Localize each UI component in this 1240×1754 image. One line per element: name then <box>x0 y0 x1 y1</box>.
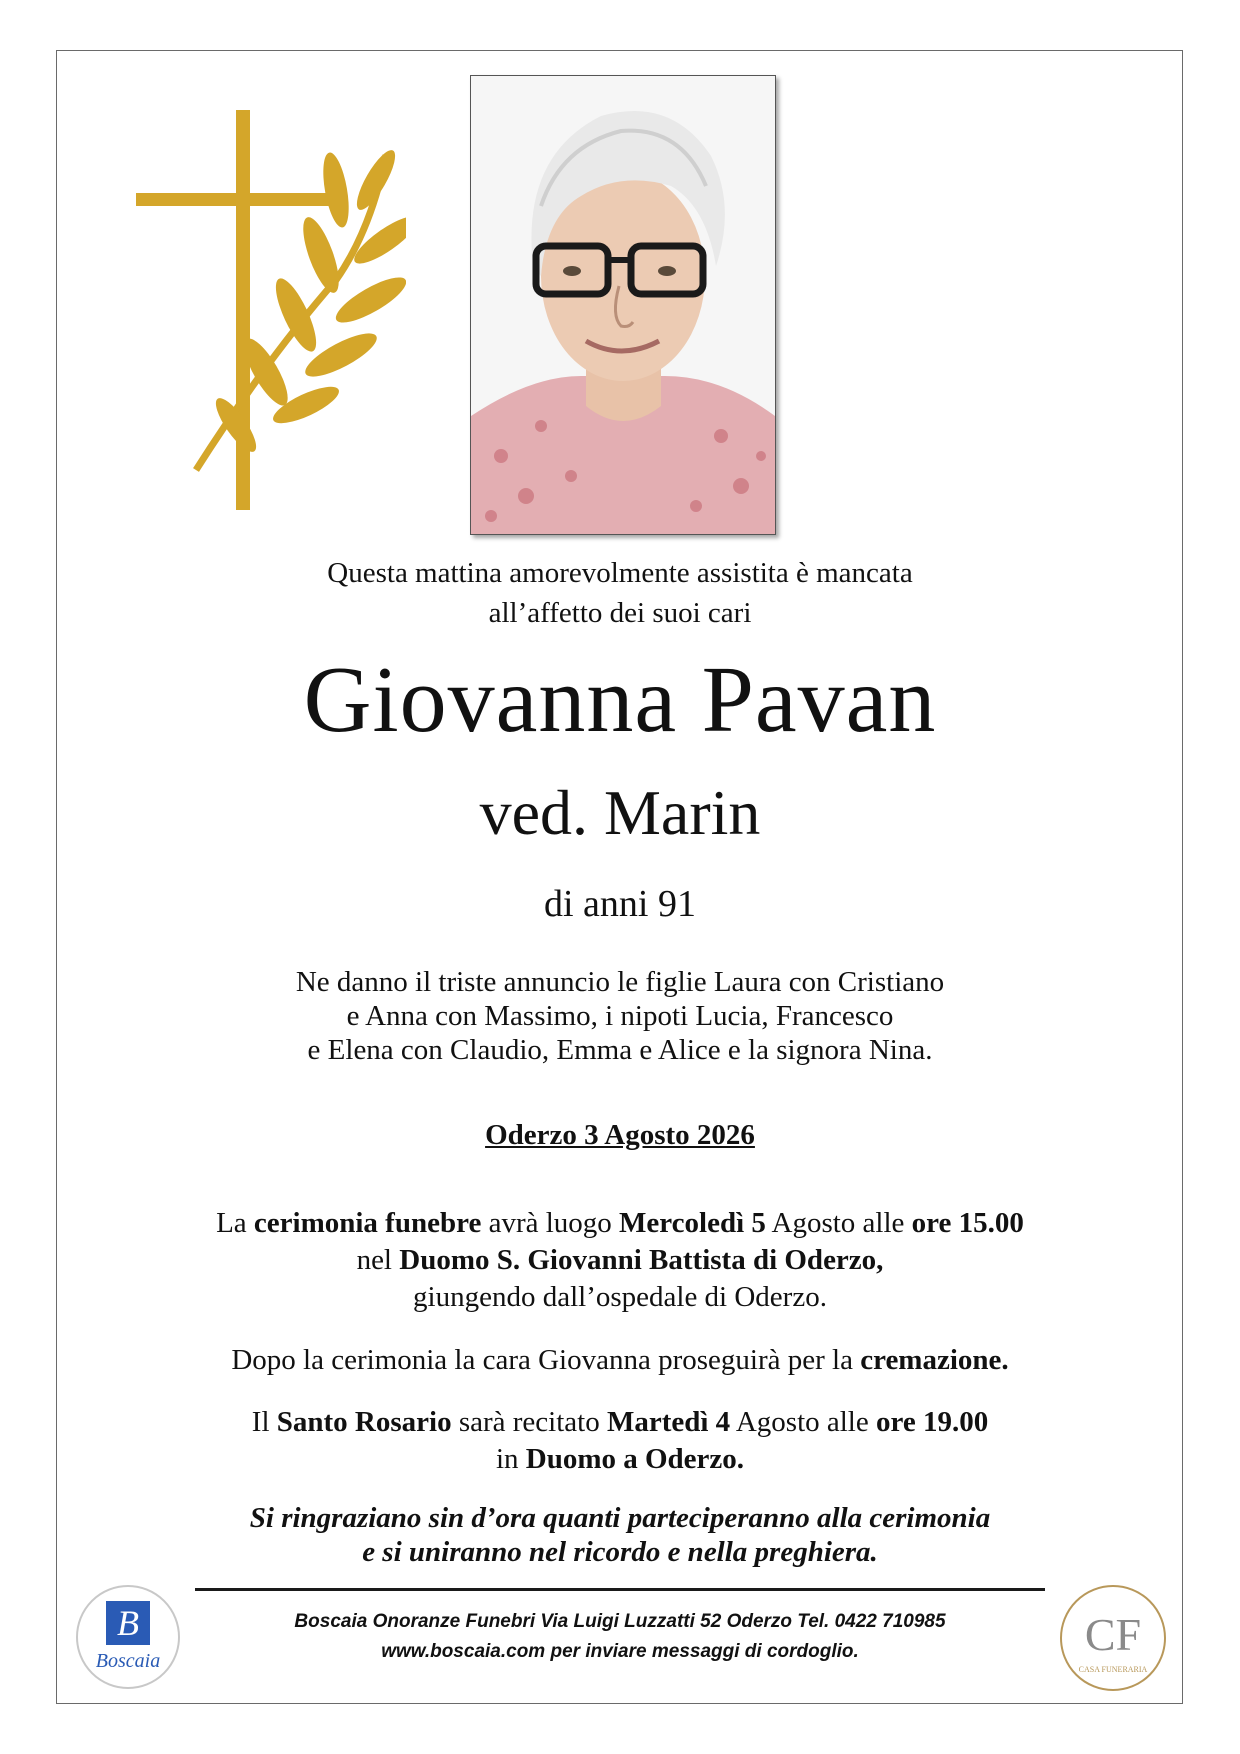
thanks-line-1: Si ringraziano sin d’ora quanti parteciperanno alla cerimonia <box>249 1502 991 1534</box>
rosary-line-1 <box>0 1404 1240 1441</box>
footer-address: Boscaia Onoranze Funebri Via Luigi Luzzatti 52 Oderzo Tel. 0422 710985 <box>294 1611 946 1632</box>
ceremony-line-1 <box>0 1205 1240 1242</box>
deceased-portrait <box>470 75 776 535</box>
rosary-title: Santo Rosario <box>276 1406 452 1438</box>
text: La <box>216 1207 254 1239</box>
text: Il <box>251 1406 277 1438</box>
rosary-line-2 <box>0 1441 1240 1478</box>
intro-text <box>0 553 1240 633</box>
text: avrà luogo <box>481 1207 620 1239</box>
footer-info <box>0 1607 1240 1667</box>
intro-line-1: Questa mattina amorevolmente assistita è mancata <box>327 557 913 589</box>
ceremony-time: ore 15.00 <box>911 1207 1024 1239</box>
text: Agosto alle <box>765 1207 912 1239</box>
ceremony-line-2 <box>0 1242 1240 1279</box>
thanks-message <box>0 1501 1240 1569</box>
ceremony-line-3: giungendo dall’ospedale di Oderzo. <box>413 1281 827 1313</box>
cremation-note <box>0 1342 1240 1379</box>
age: di anni 91 <box>544 883 696 925</box>
text: nel <box>356 1244 400 1276</box>
rosary-location: Duomo a Oderzo. <box>525 1443 745 1475</box>
rosary-details <box>0 1404 1240 1478</box>
text: Dopo la cerimonia la cara Giovanna proseguirà per la <box>231 1344 861 1376</box>
family-line-1: Ne danno il triste annuncio le figlie Laura con Cristiano <box>295 966 945 998</box>
widow-of: ved. Marin <box>479 777 761 848</box>
thanks-line-2: e si uniranno nel ricordo e nella preghiera. <box>362 1536 878 1568</box>
footer-website: www.boscaia.com per inviare messaggi di cordoglio. <box>381 1641 859 1662</box>
boscaia-logo <box>74 1583 182 1691</box>
text: in <box>495 1443 526 1475</box>
casa-funeraria-name: CASA FUNERARIA <box>1078 1665 1148 1674</box>
place-date: Oderzo 3 Agosto 2026 <box>485 1119 755 1151</box>
boscaia-initial: B <box>117 1603 139 1643</box>
casa-funeraria-initials: CF <box>1084 1609 1142 1660</box>
rosary-day: Martedì 4 <box>606 1406 731 1438</box>
family-line-2: e Anna con Massimo, i nipoti Lucia, Francesco <box>346 1000 894 1032</box>
cross-with-palm-icon <box>136 110 406 510</box>
rosary-time: ore 19.00 <box>875 1406 989 1438</box>
ceremony-day: Mercoledì 5 <box>619 1207 766 1239</box>
text: sarà recitato <box>451 1406 607 1438</box>
text: Agosto alle <box>730 1406 876 1438</box>
footer-divider <box>195 1588 1045 1591</box>
ceremony-type: cerimonia funebre <box>253 1207 482 1239</box>
cremation-word: cremazione. <box>860 1344 1009 1376</box>
boscaia-name: Boscaia <box>95 1650 161 1672</box>
ceremony-details <box>0 1205 1240 1316</box>
casa-funeraria-logo <box>1057 1582 1169 1694</box>
family-line-3: e Elena con Claudio, Emma e Alice e la signora Nina. <box>307 1034 933 1066</box>
intro-line-2: all’affetto dei suoi cari <box>488 597 752 629</box>
ceremony-location: Duomo S. Giovanni Battista di Oderzo, <box>399 1244 884 1276</box>
family-announcement <box>0 965 1240 1067</box>
deceased-name: Giovanna Pavan <box>303 648 937 752</box>
